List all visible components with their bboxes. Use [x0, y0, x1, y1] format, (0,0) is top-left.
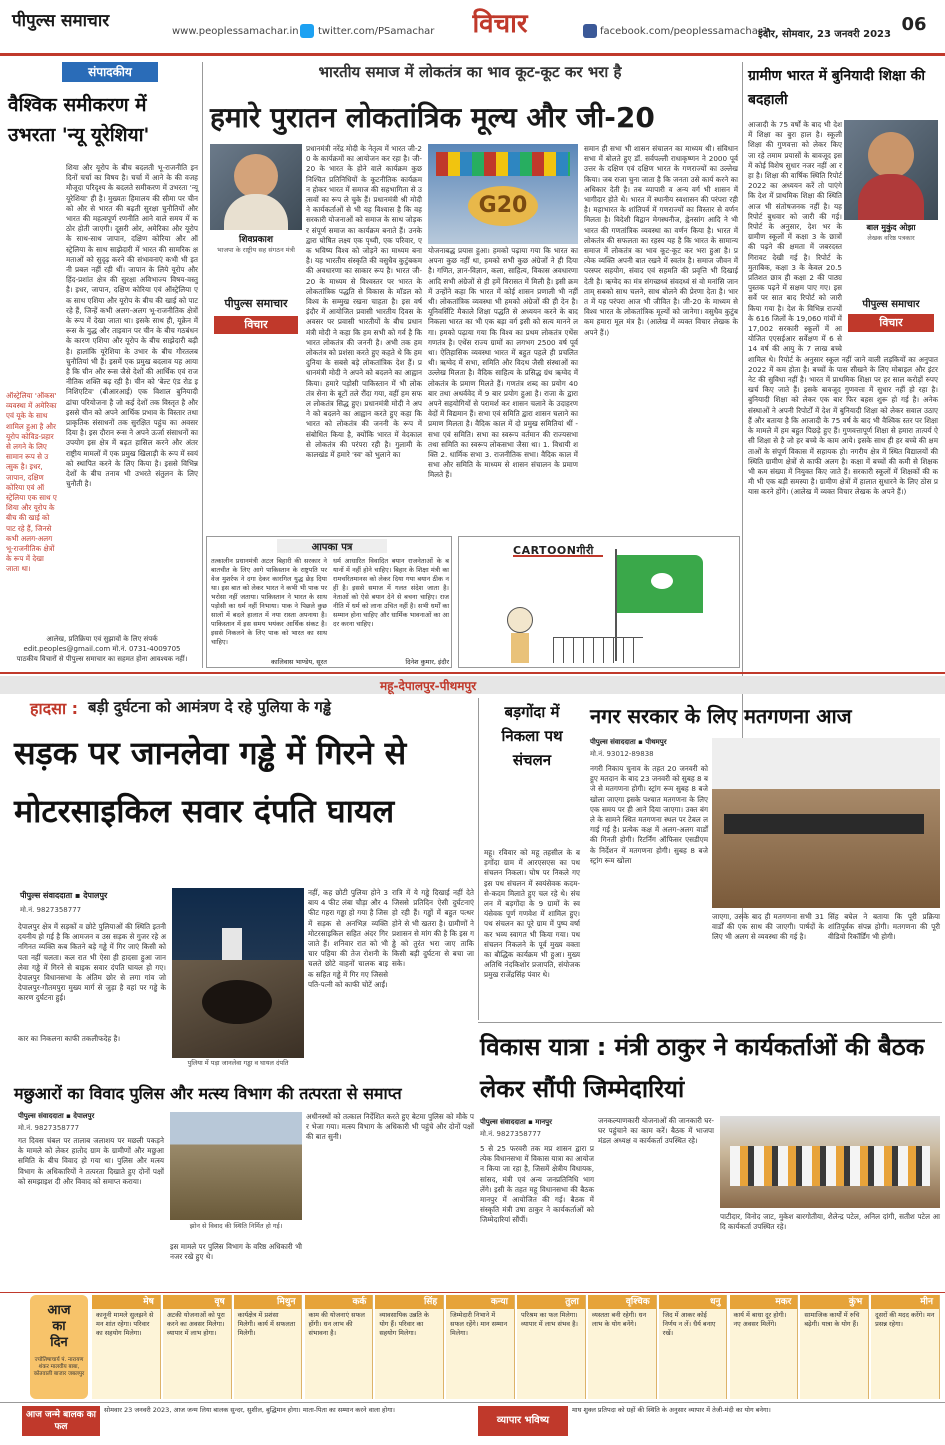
letter-1: तत्कालीन प्रधानमंत्री अटल बिहारी की सरकार ने बातचीत के लिए आगे पाकिस्तान के राष्ट्रपति परवेज मुशर्रफ ने दगा देकर कारगिल युद्ध छेड़ दिया था। इस बात को लेकर भारत ने कभी भी पाक पर भरोसा नहीं जताया। पाकिस्तान ने भारत के साथ पड़ोसी का धर्म नहीं निभाया। पाक ने पिछले कुछ सालों में बदले हालात में नया रास्ता अपनाया है। पाकिस्तान में इस समय भयंकर आर्थिक संकट है। इससे निकलने के लिए पाक को भारत का साथ चाहिए। [211, 557, 327, 646]
zodiac-grid [92, 1295, 942, 1399]
baby-fortune-label: आज जन्मे बालक का फल [22, 1406, 100, 1436]
local-band-title: महू-देपालपुर-पीथमपुर [380, 679, 477, 693]
zodiac-sign-name: धनु [659, 1295, 727, 1309]
letters-title: आपका पत्र [277, 539, 387, 553]
zodiac-sign-name: वृष [163, 1295, 231, 1309]
main-kicker: भारतीय समाज में लोकतंत्र का भाव कूट-कूट कर भरा है [318, 63, 622, 81]
zodiac-sign-text: जिम्मेदारी निभाने में सफल रहेंगे। मान सम्मान मिलेगा। [450, 1311, 508, 1337]
story3-body3: सिंह बघेल ने बताया कि पूरी प्रक्रिया शांतिपूर्वक संपन्न होगी। मतगणना की पूरी वीडियो रिकॉर्डिंग भी होगी। [828, 912, 940, 942]
zodiac-sign [659, 1295, 728, 1399]
zodiac-sign [800, 1295, 869, 1399]
story5-photo [170, 1112, 302, 1220]
story5-mobile: मो.नं. 9827358777 [18, 1124, 80, 1132]
story5-body2: अधीनस्थों को तत्काल निर्देशित करते हुए बेटमा पुलिस को मौके पर भेजा गया। मत्स्य विभाग के अधिकारी भी पहुंचे और दोनों पक्षों की बात सुनी। [306, 1112, 474, 1142]
website[interactable]: www.peoplessamachar.in [172, 26, 299, 37]
divider [0, 1402, 945, 1403]
story3-body2: जाएगा, उसके बाद ही मतगणना सभी 31 वार्डों की एक साथ की जाएगी। पार्षदों के लिए भी अलग से व्यवस्था की गई है। [712, 912, 824, 942]
story3-body: नगरी निकाय चुनाव के तहत 20 जनवरी को हुए मतदान के बाद 23 जनवरी को सुबह 8 बजे से मतगणना होगी। स्ट्रांग रूम सुबह 8 बजे खोला जाएगा इसके पश्चात मतगणना के लिए एक समय पर ही आने दिया जाएगा। उक्त बंगले के सामने स्थित मतगणना स्थल पर टेबल लगाई गई है। प्रत्येक कक्ष में अलग-अलग वार्डों की गिनती होगी। रिटर्निंग ऑफिसर एसडीएम के निर्देशन में मतगणना होगी। सुबह 8 बजे स्ट्रांग रूम खोला [590, 764, 708, 865]
zodiac-sign-text: अटकी योजनाओं को पूरा करने का अवसर मिलेगा। व्यापार में लाभ होगा। [166, 1311, 225, 1337]
zodiac-sign-name: सिंह [375, 1295, 443, 1309]
zodiac-sign-name: वृश्चिक [588, 1295, 656, 1309]
zodiac-sign-name: मीन [871, 1295, 939, 1309]
story1-body: देपालपुर क्षेत्र में सड़कों व छोटे पुलियाओं की स्थिति इतनी दयनीय हो गई है कि आमजन व उस सड़क से गुजर रहे अनगिनत व्यक्ति कब कितने बड़े गड्ढे में गिर जाएं किसी को पता नहीं चलता। कल रात भी ऐसा ही हादसा हुआ जानलेवा गड्ढे में गिरने से बाइक सवार दंपति घायल हो गए। देपालपुर विधानसभा के अंतिम छोर से लगा गांव जो देपालपुर-गौतमपुरा मुख्य मार्ग से जुड़ा है वहां पर गड्ढे के कारण दुर्घटना हुई। [18, 922, 166, 1003]
cartoon-box [458, 536, 740, 668]
story3-headline: नगर सरकार के लिए मतगणना आज [590, 704, 852, 728]
baby-fortune-text: सोमवार 23 जनवरी 2023, आज जन्म लिया बालक सुन्दर, सुशील, बुद्धिमान होगा। माता-पिता का सम्मान करने वाला होगा। [104, 1406, 395, 1414]
letters-box [206, 536, 452, 668]
horoscope-rule [0, 1292, 945, 1293]
editorial-email[interactable]: edit.peoples@gmail.com मो.नं. 0731-4009705 [23, 645, 181, 653]
zodiac-sign [234, 1295, 303, 1399]
main-brand: पीपुल्स समाचार [224, 297, 288, 310]
zodiac-sign-name: कुंभ [800, 1295, 868, 1309]
facebook-handle[interactable]: facebook.com/peoplessamachar1 [600, 26, 769, 37]
local-band [0, 676, 945, 694]
zodiac-sign [92, 1295, 161, 1399]
column-divider [478, 698, 479, 1020]
zodiac-sign [163, 1295, 232, 1399]
story3-mobile: मो.नं. 93012-89838 [590, 750, 654, 758]
story1-body3: रात्रि में ये गड्ढे दिखाई नहीं देते जिससे प्रतिदिन ऐसी दुर्घटनाएं हो रही हैं। गड्ढों में बहुत पत्थर होने से भी खतरा है। ग्रामीणों ने प्रशासन से मांग की है कि इस गड्ढे को तुरंत भरा जाए ताकि किसी बड़ी दुर्घटना से बचा जा सके। [392, 888, 474, 969]
zodiac-sign [517, 1295, 586, 1399]
zodiac-sign-text: काम की योजनाएं सफल होंगी। धन लाभ की संभावना है। [308, 1311, 365, 1337]
astrologer-name: ज्योतिषाचार्य पं. नारायण शंकर मालवीय बाबा, कोतवाली बाजार जबलपुर [33, 1357, 85, 1377]
rural-brand: पीपुल्स समाचार [862, 299, 920, 310]
zodiac-sign-name: मकर [730, 1295, 798, 1309]
letter-1-signature: कालिवास भाण्डेय, सूरत [270, 658, 327, 666]
author-title: भाजपा के राष्ट्रीय सह संगठन मंत्री [217, 246, 295, 254]
story4-body: 5 से 25 फरवरी तक मप्र शासन द्वारा प्रत्येक विधानसभा में विकास यात्रा का आयोजन किया जा रहा है, जिसमें क्षेत्रीय विधायक, सांसद, मंत्री एवं अन्य जनप्रतिनिधि भाग लेंगे। इसी के तहत महू विधानसभा की बैठक मानपुर में आयोजित की गई। बैठक में संस्कृति मंत्री उषा ठाकुर ने कार्यकर्ताओं को जिम्मेदारियां सौंपीं। [480, 1144, 594, 1225]
story4-mobile: मो.नं. 9827358777 [480, 1130, 542, 1138]
editorial-body: शिया और यूरोप के बीच बदलती भू-राजनीति इन दिनों चर्चा का विषय है। चर्चा में आने के की वजह मौजूदा परिदृश्य के बदलते समीकरण में उभरता 'न्यू यूरेशिया' ही है। मुख्यतः हिमालय की सीमा पर चीन को और से भारत की बढ़ती सुरक्षा चुनौतियों और भारत की महत्वपूर्ण रणनीति आने वाले समय में कठोर होती जाएगी। दूसरी ओर, अमेरिका और यूरोप के साथ-साथ जापान, दक्षिण कोरिया और ऑस्ट्रेलिया के साथ साझेदारी में भारत की सामरिक क्षमताओं को सुदृढ़ करने की संभावनाएं कभी भी इतनी प्रबल नहीं रही थीं। जापान के लिये यूरोप और हिंद-प्रशांत क्षेत्र की सुरक्षा अविभाज्य विषय-वस्तु है। इधर, जापान, दक्षिण कोरिया एवं ऑस्ट्रेलिया एक साथ एशिया और यूरोप के बीच की खाई को पाट रहे हैं, जिन्हें कभी अलग-अलग भू-राजनीतिक क्षेत्रों के रूप में देखा जाता था। इसके साथ ही, यूक्रेन में रूस के युद्ध और ताइवान पर चीन के बीच गठबंधन के कारण एशिया और यूरोप के बीच साझेदारी बढ़ी है। हालांकि यूरेशिया के उभार के बीच गौरतलब चुनौतियां भी हैं। इसमें एक प्रमुख बदलाव यह आया है कि चीन और रूस जैसे देशों की आर्थिक एवं राजनीतिक शक्ति बढ़ रही है। चीन को 'बेल्ट एंड रोड इनिशिएटिव' (बीआरआई) एक विशाल बुनियादी ढांचा परियोजना है जो कई देशों तक विस्तृत है और इससे चीन को अपने आर्थिक प्रभाव के विस्तार तथा प्राकृतिक संसाधनों तक सुरक्षित पहुंच का अवसर दिया है। इस दौरान रूस ने अपने ऊर्जा संसाधनों का उपयोग इस क्षेत्र में बढ़त हासिल करने और अंतरराष्ट्रीय मामलों में एक प्रमुख खिलाड़ी के रूप में स्वयं को स्थापित करने के लिए किया है। इससे विभिन्न देशों के बीच तनाव भी उभरते संतुलन के लिए चुनौती है। [66, 163, 198, 489]
zodiac-sign-name: तुला [517, 1295, 585, 1309]
story4-photo [720, 1116, 940, 1208]
story1-caption: पुलिया में पड़ा जानलेवा गड्ढा व घायल दंपति [187, 1059, 289, 1067]
zodiac-sign-text: कानूनी मामले सुलझने से मन शांत रहेगा। परिवार का सहयोग मिलेगा। [96, 1311, 154, 1337]
editorial-tag: संपादकीय [62, 62, 158, 82]
brand-logo: पीपुल्स समाचार [12, 11, 110, 31]
zodiac-sign [446, 1295, 515, 1399]
main-col1-cont [210, 338, 422, 532]
story1-kicker: बड़ी दुर्घटना को आमंत्रण दे रहे पुलिया के गड्ढे [88, 698, 332, 716]
trade-forecast-text: माघ शुक्ल प्रतिपदा को ग्रहों की स्थिति के अनुसार व्यापार में तेजी-मंदी का योग बनेगा। [572, 1406, 771, 1414]
story3-photo [712, 738, 940, 908]
story1-label: हादसा : [30, 699, 79, 718]
rural-section-tag: विचार [848, 314, 934, 332]
twitter-handle[interactable]: twitter.com/PSamachar [318, 26, 435, 37]
letter-2: धर्म आधारित विवादित बयान राजनेताओं के बयानों में नहीं होने चाहिए। बिहार के शिक्षा मंत्री का रामचरितमानस को लेकर दिया गया बयान ठीक नहीं है। इससे समाज में गलत संदेश जाता है। नेताओं को ऐसे बयान देने से बचना चाहिए। राजनीति में धर्म को लाना उचित नहीं है। सभी धर्मों का सम्मान होना चाहिए और धार्मिक भावनाओं का आदर करना चाहिए। [333, 557, 449, 628]
zodiac-sign [730, 1295, 799, 1399]
story4-byline: पीपुल्स संवाददाता ▪ मानपुर [480, 1118, 553, 1126]
story5-headline: मछुआरों का विवाद पुलिस और मत्स्य विभाग की तत्परता से समाप्त [14, 1084, 402, 1103]
story2-body: महू। रविवार को महू तहसील के बड़गोंदा ग्राम में आरएसएस का पथ संचलन निकला। घोष पर निकले गए इस पथ संचलन में स्वयंसेवक कदम-से-कदम मिलाते हुए चल रहे थे। संचलन में बड़गोंदा के 9 ग्रामों के स्वयंसेवक पूर्ण गणवेश में शामिल हुए। पथ संचलन का पूरे ग्राम में पुष्प वर्षा कर भव्य स्वागत भी किया गया। पथ संचलन निकलने के पूर्व मुख्य वक्ता का बौद्धिक कार्यक्रम भी हुआ। मुख्य अतिथि नंदकिशोर प्रजापति, संयोजक प्रमुख राजेंद्रसिंह पंवार थे। [484, 848, 580, 980]
zodiac-sign-text: परिश्रम का फल मिलेगा। व्यापार में लाभ संभव है। [521, 1311, 579, 1328]
g20-photo: G20 [428, 144, 578, 244]
story4-body3: पाटीदार, विनोद जाट, मुकेश बारगोतीया, शैलेन्द्र पटेल, अनिल दांगी, सतीश पटेल आदि कार्यकर्ता उपस्थित रहे। [720, 1212, 940, 1232]
zodiac-sign-text: व्यस्तता बनी रहेगी। धन लाभ के योग बनेंगे। [591, 1311, 647, 1328]
story1-headline: सड़क पर जानलेवा गड्ढे में गिरने से मोटरसाइकिल सवार दंपति घायल [14, 734, 407, 830]
main-col3: समान ही सभा भी शासन संचालन का माध्यम थी। संविधान सभा में बोलते हुए डॉ. सर्वपल्ली राधाकृष्णन ने 2000 पूर्व उत्तर के दक्षिण एवं दक्षिण भारत के गणराज्यों का उल्लेख किया। जब राजा चुना जाता है कि जनता उसे कार्य करने का अधिकार देती है। तब व्यापारी व अन्य वर्ग भी शासन में भागीदार होते थे। भारत में स्थानीय स्वशासन की परंपरा रही है। महाभारत के शांतिपर्व में गणराज्यों का विस्तार से वर्णन मिलता है। विदेशी विद्वान मेगस्थनीज, ह्वेनसांग आदि ने भी भारत की गणतांत्रिक व्यवस्था का वर्णन किया है। भारत में लोकतंत्र की सफलता का रहस्य यह है कि भारत के सामान्य समाज में लोकतंत्र का भाव कूट-कूट कर भरा हुआ है। प्रत्येक व्यक्ति अपनी बात रखने में स्वतंत्र है। समाज जीवन में परस्पर सहयोग, संवाद एवं सहमति की प्रवृत्ति भी दिखाई देती है। ऋग्वेद का मंत्र संगच्छध्वं संवदध्वं सं वो मनांसि जानताम् सबको साथ चलने, साथ बोलने की प्रेरणा देता है। भारत में यह परंपरा आज भी जीवित है। जी-20 के माध्यम से विश्व भारत के लोकतांत्रिक मूल्यों को जानेगा। वसुधैव कुटुंबकम हमारा मूल मंत्र है। (आलेख में व्यक्त विचार लेखक के अपने हैं।) [584, 144, 738, 337]
zodiac-sign-text: दूसरों की मदद करेंगे। मन प्रसन्न रहेगा। [875, 1311, 935, 1328]
facebook-icon [583, 24, 597, 38]
story2-headline: बड़गोंदा में निकला पथ संचलन [501, 703, 563, 769]
main-col2: योजनाबद्ध प्रयास हुआ। हमको पढ़ाया गया कि भारत का अपना कुछ नहीं था, हमको सभी कुछ अंग्रेजों ने ही दिया है। गणित, ज्ञान-विज्ञान, कला, साहित्य, विकास अवधारणा आदि सभी अंग्रेजों से ही हमें विरासत में मिली है। इसी क्रम में उन्होंने कहा कि भारत में कोई शासन प्रणाली भी नहीं थी। लोकतांत्रिक व्यवस्था भी हमको अंग्रेजों की ही देन है। यूनिवर्सिटि मैकाले शिक्षा पद्धति से अध्ययन करने के बाद निकला भारत का भी एक बड़ा वर्ग इसी को सत्य मानने लगा। हमको पढ़ाया गया कि विश्व का प्रथम लोकतंत्र एथेंस गणतंत्र है। एथेंस राज्य ग्रामों का लगभग 2500 वर्ष पूर्व था। ऐतिहासिक व्यवस्था भारत में बहुत पहले ही प्रचलित थी। ऋग्वेद में सभा, समिति और विदथ जैसी संस्थाओं का उल्लेख मिलता है। वैदिक साहित्य के प्रसिद्ध ग्रंथ ऋग्वेद में लोकतंत्र के प्रमाण मिलते हैं। गणतंत्र शब्द का प्रयोग 40 बार तथा अथर्ववेद में 9 बार प्रयोग हुआ है। राजा के द्वारा अपने सहयोगियों से परामर्श कर शासन चलाने के उदाहरण वेदों में विद्यमान हैं। सभा एवं समिति द्वारा शासन चलाने का प्रमाण मिलता है। वैदिक काल में दो प्रमुख समितियां थीं - सभा एवं समिति। सभा का स्वरूप वर्तमान की राज्यसभा तथा समिति का स्वरूप लोकसभा जैसा था। 1. विधायी शक्ति 2. धार्मिक सभा 3. राजनीतिक सभा। वैदिक काल में सभा और समिति के माध्यम से शासन संचालन के प्रमाण मिलते हैं। [428, 246, 578, 480]
editorial-headline: वैश्विक समीकरण में उभरता 'न्यू यूरेशिया' [8, 94, 150, 146]
story5-caption: झोन से विवाद की स्थिति निर्मित हो गई। [189, 1222, 283, 1230]
section-rule [0, 672, 945, 674]
story1-caption-extra: कार का निकलना काफी तकलीफदेह है। [18, 1034, 121, 1043]
column-divider [202, 62, 203, 668]
zodiac-sign-text: जिद में आकर कोई निर्णय न लें। धैर्य बनाए रखें। [662, 1311, 716, 1337]
editorial-footer-contact: आलेख, प्रतिक्रिया एवं सुझावों के लिए संपर्क [46, 635, 158, 643]
story1-mobile: मो.नं. 9827358777 [20, 906, 82, 914]
story1-byline: पीपुल्स संवाददाता ▪ देपालपुर [20, 891, 108, 900]
rural-author-name: बाल मुकुंद ओझा [866, 223, 916, 232]
zodiac-sign-name: मेष [92, 1295, 160, 1309]
cartoon-flag [617, 555, 703, 613]
section-title: विचार [472, 9, 528, 39]
story4-body2: जनकल्याणकारी योजनाओं की जानकारी घर-घर पहुंचाने का काम करें। बैठक में भाजपा मंडल अध्यक्ष व कार्यकर्ता उपस्थित रहे। [598, 1116, 714, 1146]
divider [478, 1022, 942, 1023]
main-headline: हमारे पुरातन लोकतांत्रिक मूल्य और जी-20 [210, 101, 655, 134]
author-name: शिवप्रकाश [239, 235, 273, 245]
zodiac-sign-text: व्यावसायिक उन्नति के योग हैं। परिवार का सहयोग मिलेगा। [379, 1311, 429, 1337]
main-section-tag: विचार [214, 316, 298, 334]
editorial-sidebar: ऑस्ट्रेलिया 'ऑकस' व्यवस्था में अमेरिका एवं यूके के साथ शामिल हुआ है और यूरोप कोविड-प्रहार से लगने के लिए सामान रूप से उत्सुक है। इधर, जापान, दक्षिण कोरिया एवं ऑस्ट्रेलिया एक साथ एशिया और यूरोप के बीच की खाई को पाट रहे हैं, जिनसे कभी अलग-अलग भू-राजनीतिक क्षेत्रों के रूप में देखा जाता था। [6, 391, 57, 574]
twitter-icon [300, 24, 314, 38]
trade-forecast-label: व्यापार भविष्य [478, 1406, 568, 1436]
main-col1: प्रधानमंत्री नरेंद्र मोदी के नेतृत्व में भारत जी-20 के कार्यक्रमों का आयोजन कर रहा है। जी-20 के भारत के होने वाले कार्यक्रम कुछ निश्चित प्रतिनिधियों के कूटनीतिक कार्यक्रम न होकर भारत में समाज की सहभागिता से उत्सवों का रूप ले चुके हैं। प्रधानमंत्री श्री मोदी ने कार्यकर्ताओं से भी यह विश्वास है कि वह सरकारी योजनाओं को समाज के साथ जोड़कर संपूर्ण समाज का कार्यक्रम बनाते हैं। उनके द्वारा घोषित लक्ष्य एक पृथ्वी, एक परिवार, एक भविष्य विश्व को जोड़ने का माध्यम बना है। यह भारतीय संस्कृति की वसुधैव कुटुंबकम की अवधारणा का साकार रूप है। भारत जी-20 के माध्यम से विश्वस्तर पर भारत के लोकतांत्रिक पद्धति से विकास के मॉडल को विश्व के सम्मुख रखना चाहता है। इस वर्ष इंदौर में आयोजित प्रवासी भारतीय दिवस के अवसर पर प्रवासी भारतीयों के बीच प्रधानमंत्री मोदी ने कहा कि हम सभी को गर्व है कि भारत लोकतंत्र की जननी है। अभी तक हम लोकतंत्र को प्रशंसा करते हुए कहते थे कि हम दुनिया के सबसे बड़े लोकतांत्रिक देश हैं। प्रधानमंत्री मोदी ने अपने को बदलने का आह्वान किया। हमारे पड़ोसी पाकिस्तान में भी लोकतंत्र सेना के बूटों तले रौंदा गया, वहीं हम सफल लोकतंत्र सिद्ध हुए। प्रधानमंत्री मोदी ने अपने को बदलने का आह्वान करते हुए कहा कि भारत को लोकतंत्र की जननी के रूप में संबोधित किया है, क्योंकि भारत में वेदकाल से लोकतंत्र की परंपरा रही है। गुलामी के कालखंड में हमारे 'स्व' को भुलाने का [306, 144, 422, 460]
page-number: 06 [901, 14, 927, 35]
zodiac-sign [871, 1295, 940, 1399]
story3-byline: पीपुल्स संवाददाता ▪ पीथमपुर [590, 738, 667, 746]
zodiac-sign-text: कार्य में बाधा दूर होगी। नए अवसर मिलेंगे। [733, 1311, 787, 1328]
zodiac-sign-name: कन्या [446, 1295, 514, 1309]
zodiac-sign-name: मिथुन [234, 1295, 302, 1309]
author-photo [210, 144, 302, 230]
story5-byline: पीपुल्स संवाददाता ▪ देपालपुर [18, 1112, 95, 1120]
horoscope-badge: आज का दिन ज्योतिषाचार्य पं. नारायण शंकर मालवीय बाबा, कोतवाली बाजार जबलपुर [30, 1295, 88, 1399]
zodiac-sign-text: कार्यक्षेत्र में प्रशंसा मिलेगी। कार्य में सफलता मिलेगी। [237, 1311, 296, 1337]
masthead [0, 0, 945, 56]
rural-author-title: लेखक वरिष्ठ पत्रकार [867, 234, 915, 242]
letter-2-signature: दिनेश कुमार, इंदौर [405, 658, 449, 666]
zodiac-sign [305, 1295, 374, 1399]
zodiac-sign [375, 1295, 444, 1399]
zodiac-sign-name: कर्क [305, 1295, 373, 1309]
issue-date: इंदौर, सोमवार, 23 जनवरी 2023 [758, 29, 891, 40]
story5-body: गत दिवस चंबल पर तालाब जलाशय पर मछली पकड़ने के मामले को लेकर हातोद ग्राम के ग्रामीणों और मछुआ समिति के बीच विवाद हो गया था। पुलिस और मत्स्य विभाग के अधिकारियों ने तत्परता दिखाते हुए दोनों पक्षों को समझाइश दी और विवाद को समाप्त कराया। [18, 1136, 164, 1186]
rural-body-text: आजादी के 75 वर्षों के बाद भी देश में शिक्षा का बुरा हाल है। स्कूली शिक्षा की गुणवत्ता को लेकर किए जा रहे तमाम प्रयासों के बावजूद इसमें कोई विशेष सुधार नजर नहीं आ रहा है। शिक्षा की वार्षिक स्थिति रिपोर्ट 2022 का अध्ययन करें तो पाएंगे कि देश में प्राथमिक शिक्षा की स्थिति आज भी संतोषजनक नहीं है। यह रिपोर्ट बुधवार को जारी की गई। रिपोर्ट के अनुसार, देश भर के ग्रामीण स्कूलों में कक्षा 3 के छात्रों की पढ़ने की क्षमता में जबरदस्त गिरावट देखी गई है। रिपोर्ट के मुताबिक, कक्षा 3 के केवल 20.5 प्रतिशत छात्र ही कक्षा 2 की पाठ्य पुस्तक पढ़ने में सक्षम पाए गए। इस सर्वे पर सात बाद रिपोर्ट को जारी किया गया है। देश के विभिन्न राज्यों के 616 जिलों के 19,060 गांवों में 17,002 सरकारी स्कूलों में आयोजित एएसईआर सर्वेक्षण में 6 से 14 वर्ष की आयु के 7 लाख बच्चे शामिल थे। रिपोर्ट के अनुसार स्कूल नहीं जाने वाली लड़कियों का अनुपात 2022 में कम होता है। बच्चों के पास सीखने के लिए मोबाइल और इंटरनेट की सुविधा नहीं है। भारत में प्राथमिक शिक्षा पर हर साल करोड़ों रुपए खर्च किए जाते हैं। इसके बावजूद गुणवत्ता में सुधार नहीं हो रहा है। बुनियादी शिक्षा को लेकर एक बार फिर बहस शुरू हो गई है। अनेक संस्थाओं ने अपनी रिपोर्टों में देश में बुनियादी शिक्षा को लेकर सवाल उठाए हैं और बताया है कि आजादी के 75 वर्ष के बाद भी वैश्विक स्तर पर शिक्षा के मामले में हम बहुत पिछड़े हुए हैं। गुणवत्तापूर्ण शिक्षा से हमारा तात्पर्य ऐसी शिक्षा से है जो हर बच्चे के काम आये। इसके साथ ही हर बच्चे की क्षमताओं के संपूर्ण विकास में सहायक हो। नगरीय क्षेत्र में स्थित विद्यालयों की स्थिति ग्रामीण क्षेत्रों से काफी अलग है। कक्षा में बच्चों की कमी से शिक्षक भी कम संख्या में नियुक्त किए जाते हैं। सरकारी स्कूलों में शिक्षकों की कमी भी एक बड़ी समस्या है। ग्रामीण क्षेत्रों में हालात सुधारने के लिए ठोस प्रयास करने होंगे। (आलेख में व्यक्त विचार लेखक के अपने हैं।) [748, 120, 938, 497]
story1-photo-pothole [172, 960, 304, 1058]
story5-caption2: इस मामले पर पुलिस विभाग के वरिष्ठ अधिकारी भी नजर रखे हुए थे। [170, 1242, 302, 1262]
cartoon-title: CARTOONगीरी [513, 543, 603, 557]
zodiac-sign [588, 1295, 657, 1399]
editorial-disclaimer: पाठकीय विचारों से पीपुल्स समाचार का सहमत होना आवश्यक नहीं। [16, 655, 188, 663]
story1-body2: नहीं, कह छोटी पुलिया होने 3 बाय 4 फीट लंबा चौड़ा और 4 फीट गहरा गड्ढा हो गया है जिसमें सड़क से अनभिज्ञ व्यक्ति मोटरसाइकिल सहित अंदर गिर जाते हैं। शनिवार रात को भी चार पहिया की तेज रोशनी के चलते छोटे वाहनों चालक बाइक सहित गड्ढे में गिर गए जिससे पति-पत्नी को काफी चोटें आईं। [308, 888, 388, 989]
story4-headline: विकास यात्रा : मंत्री ठाकुर ने कार्यकर्ताओं की बैठक लेकर सौंपी जिम्मेदारियां [480, 1033, 925, 1103]
zodiac-sign-text: सामाजिक कार्यों में रुचि बढ़ेगी। यात्रा के योग हैं। [804, 1311, 860, 1328]
rural-headline: ग्रामीण भारत में बुनियादी शिक्षा की बदहाली [748, 68, 925, 108]
